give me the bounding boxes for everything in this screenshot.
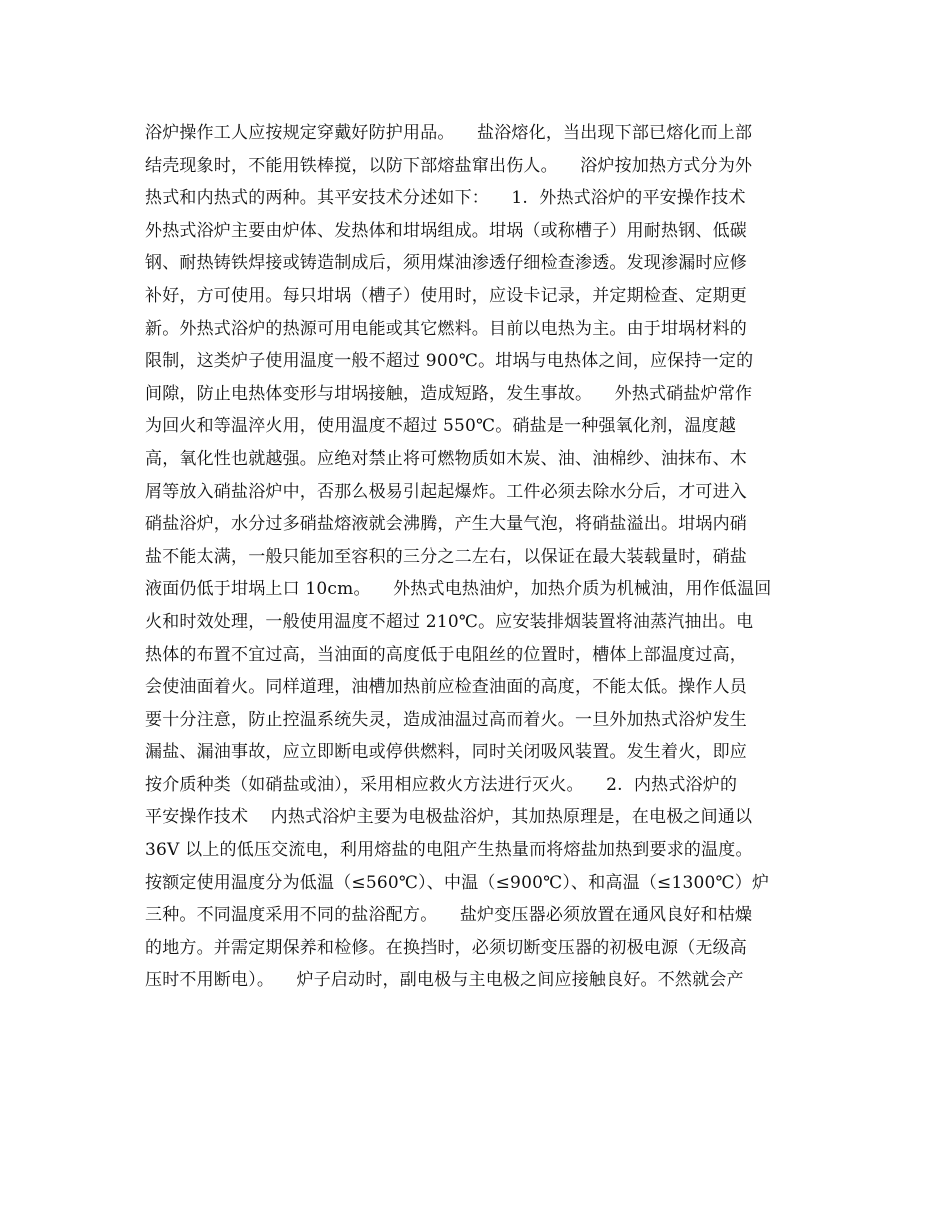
text-line: 屑等放入硝盐浴炉中，否那么极易引起起爆炸。工件必须去除水分后，才可进入: [145, 481, 747, 502]
text-line: 要十分注意，防止控温系统失灵，造成油温过高而着火。一旦外加热式浴炉发生: [145, 709, 747, 730]
text-line: 间隙，防止电热体变形与坩埚接触，造成短路，发生事故。 外热式硝盐炉常作: [145, 383, 753, 404]
text-line: 热体的布置不宜过高，当油面的高度低于电阻丝的位置时，槽体上部温度过高，: [145, 644, 747, 665]
text-line: 三种。不同温度采用不同的盐浴配方。 盐炉变压器必须放置在通风良好和枯燥: [145, 905, 753, 926]
text-line: 火和时效处理，一般使用温度不超过 210℃。应安装排烟装置将油蒸汽抽出。电: [145, 611, 754, 632]
text-line: 高，氧化性也就越强。应绝对禁止将可燃物质如木炭、油、油棉纱、油抹布、木: [145, 448, 747, 469]
text-line: 限制，这类炉子使用温度一般不超过 900℃。坩埚与电热体之间，应保持一定的: [145, 351, 754, 372]
text-line: 平安操作技术 内热式浴炉主要为电极盐浴炉，其加热原理是，在电极之间通以: [145, 807, 753, 828]
text-line: 36V 以上的低压交流电，利用熔盐的电阻产生热量而将熔盐加热到要求的温度。: [145, 840, 753, 861]
text-line: 会使油面着火。同样道理，油槽加热前应检查油面的高度，不能太低。操作人员: [145, 677, 747, 698]
text-line: 新。外热式浴炉的热源可用电能或其它燃料。目前以电热为主。由于坩埚材料的: [145, 318, 747, 339]
body-text: [145, 117, 805, 997]
text-line: 液面仍低于坩埚上口 10cm。 外热式电热油炉，加热介质为机械油，用作低温回: [145, 579, 772, 600]
text-line: 补好，方可使用。每只坩埚（槽子）使用时，应设卡记录，并定期检查、定期更: [145, 285, 747, 306]
text-line: 盐不能太满，一般只能加至容积的三分之二左右，以保证在最大装载量时，硝盐: [145, 546, 747, 567]
text-line: 结壳现象时，不能用铁棒搅，以防下部熔盐窜出伤人。 浴炉按加热方式分为外: [145, 155, 753, 176]
text-line: 外热式浴炉主要由炉体、发热体和坩埚组成。坩埚（或称槽子）用耐热钢、低碳: [145, 220, 747, 241]
text-line: 为回火和等温淬火用，使用温度不超过 550℃。硝盐是一种强氧化剂，温度越: [145, 416, 737, 437]
text-line: 按介质种类（如硝盐或油），采用相应救火方法进行灭火。 2. 内热式浴炉的: [145, 774, 738, 795]
text-line: 钢、耐热铸铁焊接或铸造制成后，须用煤油渗透仔细检查渗透。发现渗漏时应修: [145, 253, 747, 274]
text-line: 热式和内热式的两种。其平安技术分述如下： 1. 外热式浴炉的平安操作技术: [145, 188, 746, 209]
text-line: 硝盐浴炉，水分过多硝盐熔液就会沸腾，产生大量气泡，将硝盐溢出。坩埚内硝: [145, 514, 747, 535]
text-line: 漏盐、漏油事故，应立即断电或停供燃料，同时关闭吸风装置。发生着火，即应: [145, 742, 747, 763]
text-line: 压时不用断电）。 炉子启动时，副电极与主电极之间应接触良好。不然就会产: [145, 970, 744, 991]
text-line: 按额定使用温度分为低温（≤560℃）、中温（≤900℃）、和高温（≤1300℃）炉: [145, 872, 770, 893]
text-line: 浴炉操作工人应按规定穿戴好防护用品。 盐浴熔化，当出现下部已熔化而上部: [145, 123, 753, 143]
text-line: 的地方。并需定期保养和检修。在换挡时，必须切断变压器的初极电源（无级高: [145, 937, 747, 958]
